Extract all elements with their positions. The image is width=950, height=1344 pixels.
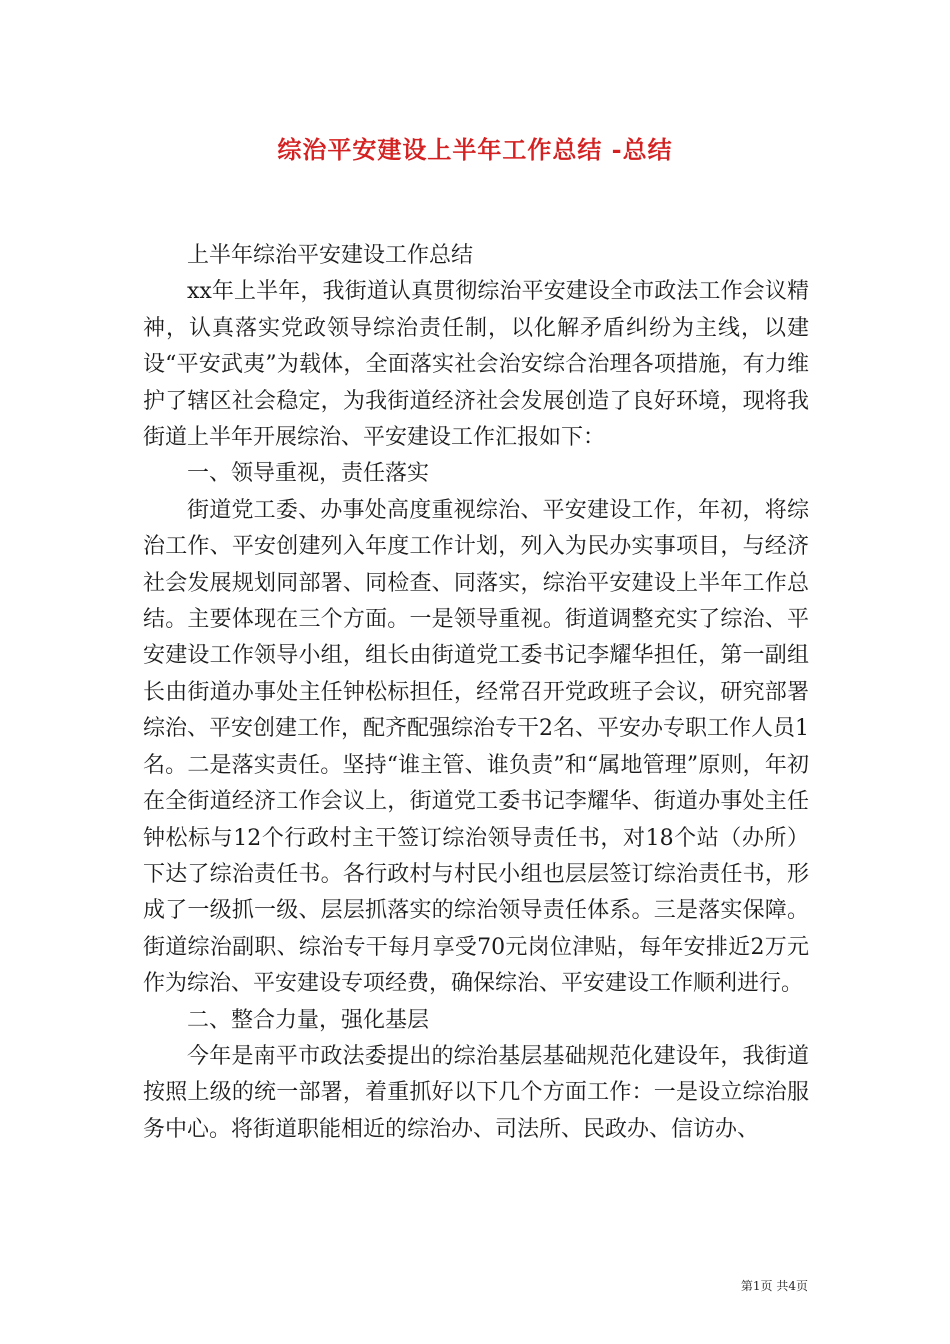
section-heading-1: 一、领导重视，责任落实 <box>187 461 430 487</box>
document-body <box>143 238 809 1148</box>
page-number: 第1页 共4页 <box>740 1279 808 1293</box>
section-heading-2: 二、整合力量，强化基层 <box>187 1007 430 1033</box>
document-title: 综治平安建设上半年工作总结 -总结 <box>277 135 673 164</box>
intro-paragraph: xx年上半年，我街道认真贯彻综治平安建设全市政法工作会议精神，认真落实党政领导综治责任制，以化解矛盾纠纷为主线，以建设“平安武夷”为载体，全面落实社会治安综合治理各项措施，有力维护了辖区社会稳定，为我街道经济社会发展创造了良好环境，现将我街道上半年开展综治、平安建设工作汇报如下： <box>143 279 809 451</box>
section-2-paragraph: 今年是南平市政法委提出的综治基层基础规范化建设年，我街道按照上级的统一部署，着重抓好以下几个方面工作：一是设立综治服务中心。将街道职能相近的综治办、司法所、民政办、信访办、 <box>143 1043 809 1142</box>
subtitle-paragraph: 上半年综治平安建设工作总结 <box>187 243 474 268</box>
section-1-paragraph: 街道党工委、办事处高度重视综治、平安建设工作，年初，将综治工作、平安创建列入年度工作计划，列入为民办实事项目，与经济社会发展规划同部署、同检查、同落实，综治平安建设上半年工作总结。主要体现在三个方面。一是领导重视。街道调整充实了综治、平安建设工作领导小组，组长由街道党工委书记李耀华担任，第一副组长由街道办事处主任钟松标担任，经常召开党政班子会议，研究部署综治、平安创建工作，配齐配强综治专干2名、平安办专职工作人员1名。二是落实责任。坚持“谁主管、谁负责”和“属地管理”原则，年初在全街道经济工作会议上，街道党工委书记李耀华、街道办事处主任钟松标与12个行政村主干签订综治领导责任书，对18个站（办所）下达了综治责任书。各行政村与村民小组也层层签订综治责任书，形成了一级抓一级、层层抓落实的综治领导责任体系。三是落实保障。街道综治副职、综治专干每月享受70元岗位津贴，每年安排近2万元作为综治、平安建设专项经费，确保综治、平安建设工作顺利进行。 <box>143 497 809 997</box>
